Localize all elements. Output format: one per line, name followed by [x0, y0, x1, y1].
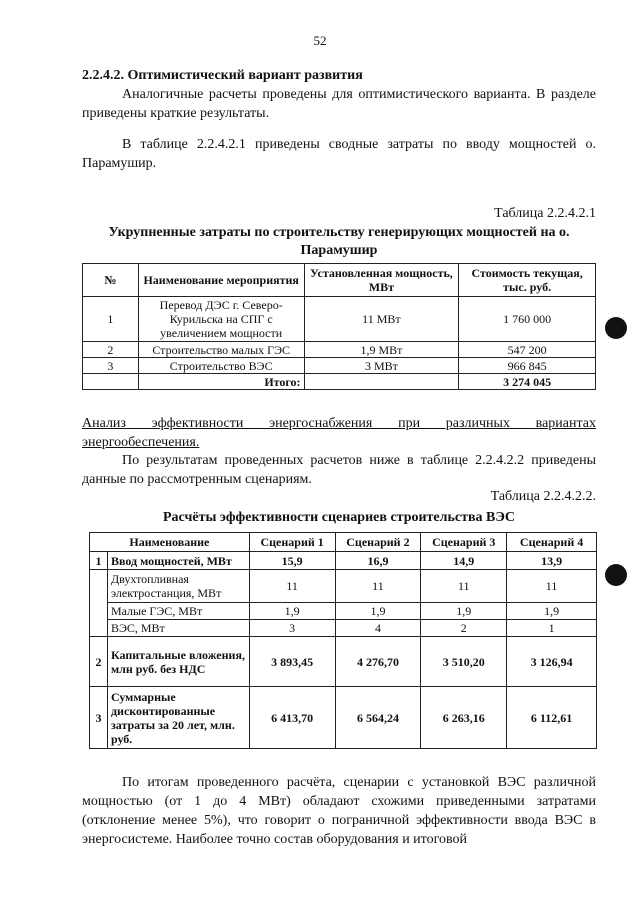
row-value: 3 126,94: [507, 637, 597, 687]
row-value: 6 263,16: [421, 687, 507, 749]
table2-caption: Таблица 2.2.4.2.2.: [490, 489, 596, 504]
header-cell: Сценарий 4: [507, 533, 597, 552]
punch-hole: [605, 317, 627, 339]
row-number: 3: [90, 687, 108, 749]
punch-hole: [605, 564, 627, 586]
header-cell: Установленная мощность, МВт: [304, 264, 459, 297]
row-value: 15,9: [249, 552, 335, 570]
row-number: 1: [90, 552, 108, 570]
header-cell: Сценарий 2: [335, 533, 421, 552]
row-value: 13,9: [507, 552, 597, 570]
table-row: [90, 687, 597, 749]
row-name: Перевод ДЭС г. Северо-Курильска на СПГ с увеличением мощности: [138, 297, 304, 342]
paragraph-results: По результатам проведенных расчетов ниже в таблице 2.2.4.2.2 приведены данные по рассмотренным сценариям.: [82, 453, 596, 487]
row-cost: 547 200: [459, 342, 596, 358]
header-cell: Стоимость текущая, тыс. руб.: [459, 264, 596, 297]
row-value: 11: [249, 570, 335, 603]
table-header-row: [83, 264, 596, 297]
row-value: 1,9: [507, 603, 597, 620]
row-value: 6 564,24: [335, 687, 421, 749]
row-value: 11: [507, 570, 597, 603]
paragraph-intro: Аналогичные расчеты проведены для оптимистического варианта. В разделе приведены краткие результаты.: [82, 87, 596, 121]
table-row: [90, 603, 597, 620]
table-header-row: [90, 533, 597, 552]
row-value: 1,9: [249, 603, 335, 620]
row-label: Ввод мощностей, МВт: [107, 552, 249, 570]
scenarios-table: [89, 532, 597, 749]
row-value: 4: [335, 620, 421, 637]
table-row: [90, 637, 597, 687]
row-number: 1: [83, 297, 139, 342]
row-value: 6 413,70: [249, 687, 335, 749]
row-value: 14,9: [421, 552, 507, 570]
table-row: [90, 570, 597, 603]
table1-caption: Таблица 2.2.4.2.1: [494, 206, 596, 221]
row-name: Строительство ВЭС: [138, 358, 304, 374]
row-value: 1: [507, 620, 597, 637]
empty-cell: [83, 374, 139, 390]
header-cell: Сценарий 1: [249, 533, 335, 552]
row-label: Суммарные дисконтированные затраты за 20 лет, млн. руб.: [107, 687, 249, 749]
header-cell: Наименование мероприятия: [138, 264, 304, 297]
row-name: Строительство малых ГЭС: [138, 342, 304, 358]
table-row: [90, 552, 597, 570]
total-value: 3 274 045: [459, 374, 596, 390]
row-label: Двухтопливная электростанция, МВт: [107, 570, 249, 603]
header-cell: Наименование: [90, 533, 250, 552]
costs-table: [82, 263, 596, 390]
row-number: 3: [83, 358, 139, 374]
table-row: [83, 297, 596, 342]
row-value: 2: [421, 620, 507, 637]
row-number: 2: [90, 637, 108, 687]
table-row: [90, 620, 597, 637]
section-heading: 2.2.4.2. Оптимистический вариант развития: [82, 68, 363, 83]
table1-title: Укрупненные затраты по строительству генерирующих мощностей на о. Парамушир: [108, 225, 570, 258]
row-power: 1,9 МВт: [304, 342, 459, 358]
table-total-row: [83, 374, 596, 390]
row-value: 4 276,70: [335, 637, 421, 687]
table2-title: Расчёты эффективности сценариев строительства ВЭС: [163, 510, 515, 525]
row-value: 3 510,20: [421, 637, 507, 687]
row-cost: 1 760 000: [459, 297, 596, 342]
empty-cell: [90, 603, 108, 620]
empty-cell: [304, 374, 459, 390]
header-cell: №: [83, 264, 139, 297]
row-power: 3 МВт: [304, 358, 459, 374]
paragraph-table-ref: В таблице 2.2.4.2.1 приведены сводные затраты по вводу мощностей о. Парамушир.: [82, 137, 596, 171]
header-cell: Сценарий 3: [421, 533, 507, 552]
row-value: 16,9: [335, 552, 421, 570]
row-cost: 966 845: [459, 358, 596, 374]
table-row: [83, 342, 596, 358]
page-number: 52: [313, 33, 327, 48]
row-label: ВЭС, МВт: [107, 620, 249, 637]
row-power: 11 МВт: [304, 297, 459, 342]
row-value: 11: [335, 570, 421, 603]
row-value: 1,9: [421, 603, 507, 620]
paragraph-conclusion: По итогам проведенного расчёта, сценарии с установкой ВЭС различной мощностью (от 1 до 4 МВт) обладают схожими приведенными затратами (отклонение менее 5%), что говорит о пограничной эффективности ввода ВЭС в энергосистеме. Наиболее точно состав оборудования и итоговой: [82, 775, 596, 847]
row-value: 3: [249, 620, 335, 637]
total-label: Итого:: [138, 374, 304, 390]
row-value: 1,9: [335, 603, 421, 620]
table-row: [83, 358, 596, 374]
empty-cell: [90, 620, 108, 637]
row-value: 6 112,61: [507, 687, 597, 749]
row-label: Малые ГЭС, МВт: [107, 603, 249, 620]
row-value: 11: [421, 570, 507, 603]
row-value: 3 893,45: [249, 637, 335, 687]
paragraph-analysis: Анализ эффективности энергоснабжения при различных вариантах энергообеспечения.: [82, 416, 596, 450]
row-number: 2: [83, 342, 139, 358]
empty-cell: [90, 570, 108, 603]
row-label: Капитальные вложения, млн руб. без НДС: [107, 637, 249, 687]
